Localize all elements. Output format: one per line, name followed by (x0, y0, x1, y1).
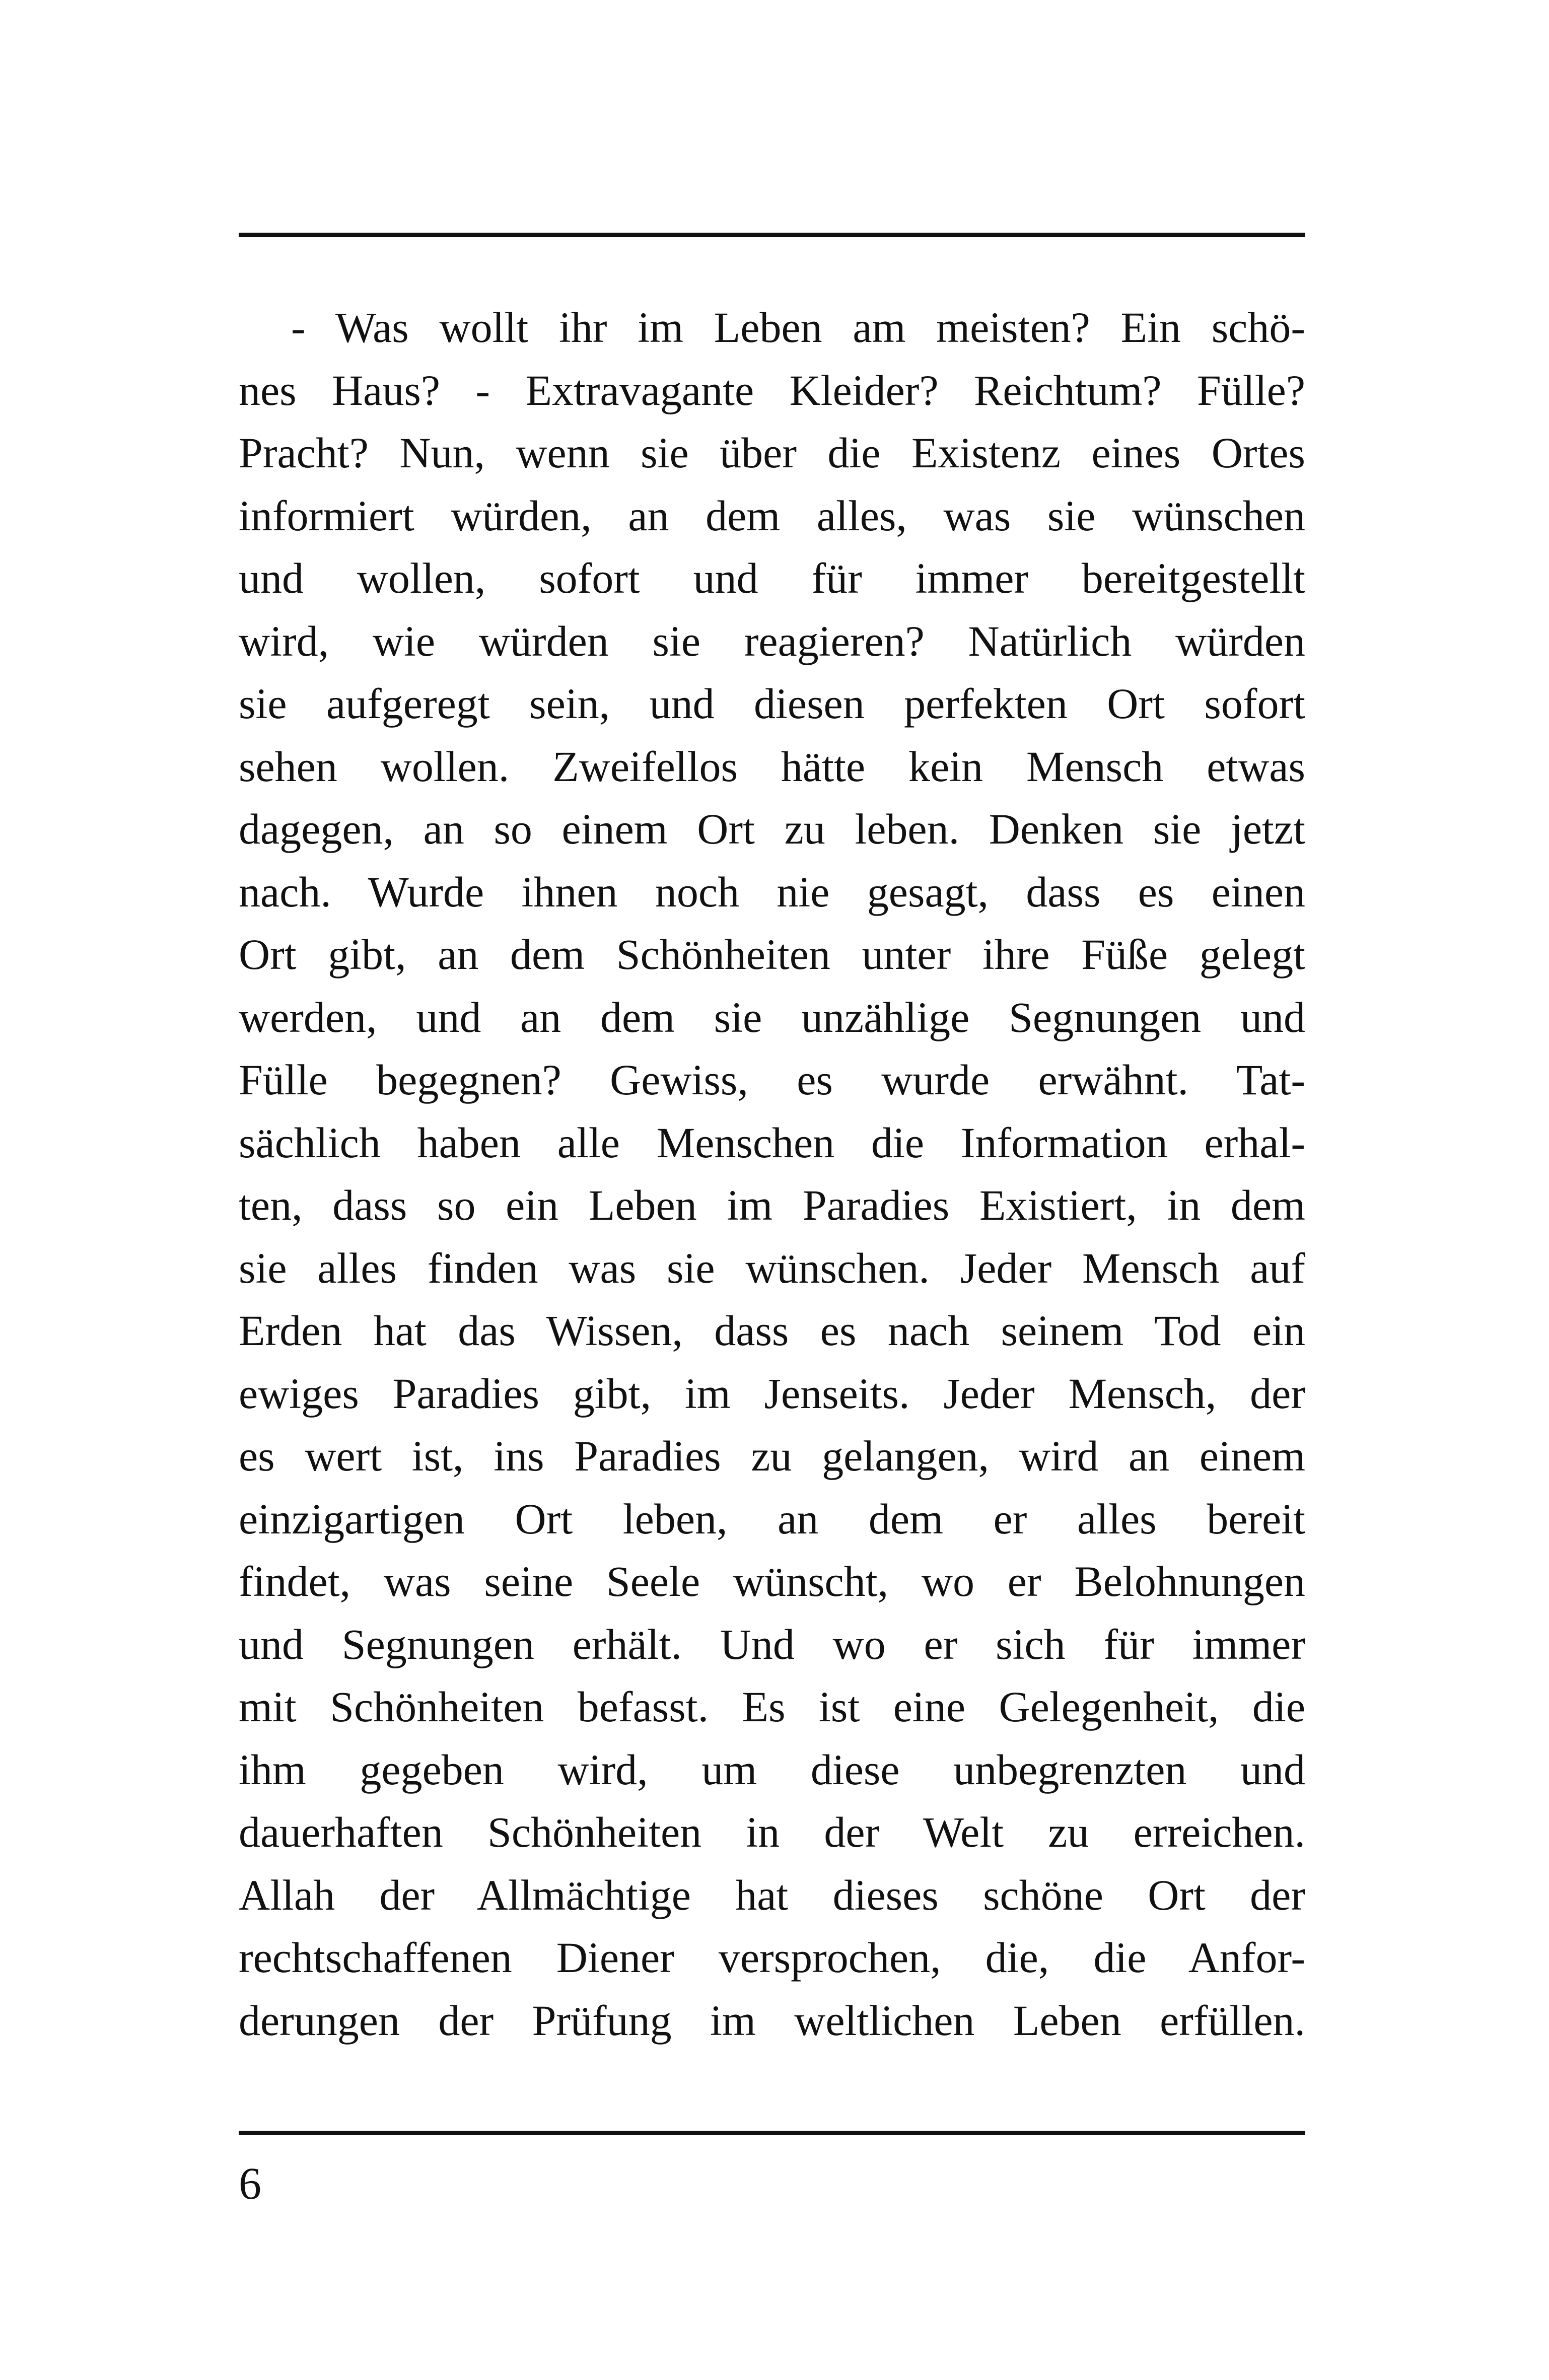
page-number: 6 (239, 2159, 261, 2209)
text-line: sie alles finden was sie wünschen. Jeder Mensch auf (239, 1243, 1305, 1292)
text-line: einzigartigen Ort leben, an dem er alles bereit (239, 1494, 1305, 1543)
text-line: sie aufgeregt sein, und diesen perfekten Ort sofort (239, 679, 1305, 728)
text-line: ewiges Paradies gibt, im Jenseits. Jeder Mensch, der (239, 1369, 1305, 1418)
text-line: ten, dass so ein Leben im Paradies Existiert, in dem (239, 1181, 1305, 1229)
text-line: findet, was seine Seele wünscht, wo er Belohnungen (239, 1557, 1305, 1605)
text-line: Ort gibt, an dem Schönheiten unter ihre Füße gelegt (239, 930, 1305, 978)
bottom-rule (239, 2131, 1305, 2135)
text-line: wird, wie würden sie reagieren? Natürlich würden (239, 616, 1305, 665)
text-line: sehen wollen. Zweifellos hätte kein Mensch etwas (239, 742, 1305, 791)
text-line: nes Haus? - Extravagante Kleider? Reichtum? Fülle? (239, 366, 1305, 414)
text-line: und Segnungen erhält. Und wo er sich für immer (239, 1620, 1305, 1668)
top-rule (239, 233, 1305, 237)
text-line: nach. Wurde ihnen noch nie gesagt, dass es einen (239, 867, 1305, 916)
text-line: sächlich haben alle Menschen die Information erhal- (239, 1118, 1305, 1167)
text-line: derungen der Prüfung im weltlichen Leben erfüllen. (239, 1996, 1305, 2045)
text-line: Fülle begegnen? Gewiss, es wurde erwähnt. Tat- (239, 1056, 1305, 1104)
text-line: informiert würden, an dem alles, was sie wünschen (239, 491, 1305, 540)
text-line: dauerhaften Schönheiten in der Welt zu erreichen. (239, 1808, 1305, 1856)
text-line: werden, und an dem sie unzählige Segnungen und (239, 993, 1305, 1041)
text-line: Erden hat das Wissen, dass es nach seinem Tod ein (239, 1306, 1305, 1355)
text-line: und wollen, sofort und für immer bereitgestellt (239, 554, 1305, 602)
text-line: ihm gegeben wird, um diese unbegrenzten und (239, 1745, 1305, 1794)
text-line: es wert ist, ins Paradies zu gelangen, wird an einem (239, 1432, 1305, 1480)
text-line: mit Schönheiten befasst. Es ist eine Gelegenheit, die (239, 1683, 1305, 1731)
text-line: - Was wollt ihr im Leben am meisten? Ein schö- (291, 303, 1305, 352)
text-line: rechtschaffenen Diener versprochen, die, die Anfor- (239, 1933, 1305, 1982)
text-line: dagegen, an so einem Ort zu leben. Denken sie jetzt (239, 805, 1305, 853)
body-text (239, 296, 1305, 2052)
text-line: Pracht? Nun, wenn sie über die Existenz eines Ortes (239, 429, 1305, 477)
text-line: Allah der Allmächtige hat dieses schöne Ort der (239, 1870, 1305, 1919)
